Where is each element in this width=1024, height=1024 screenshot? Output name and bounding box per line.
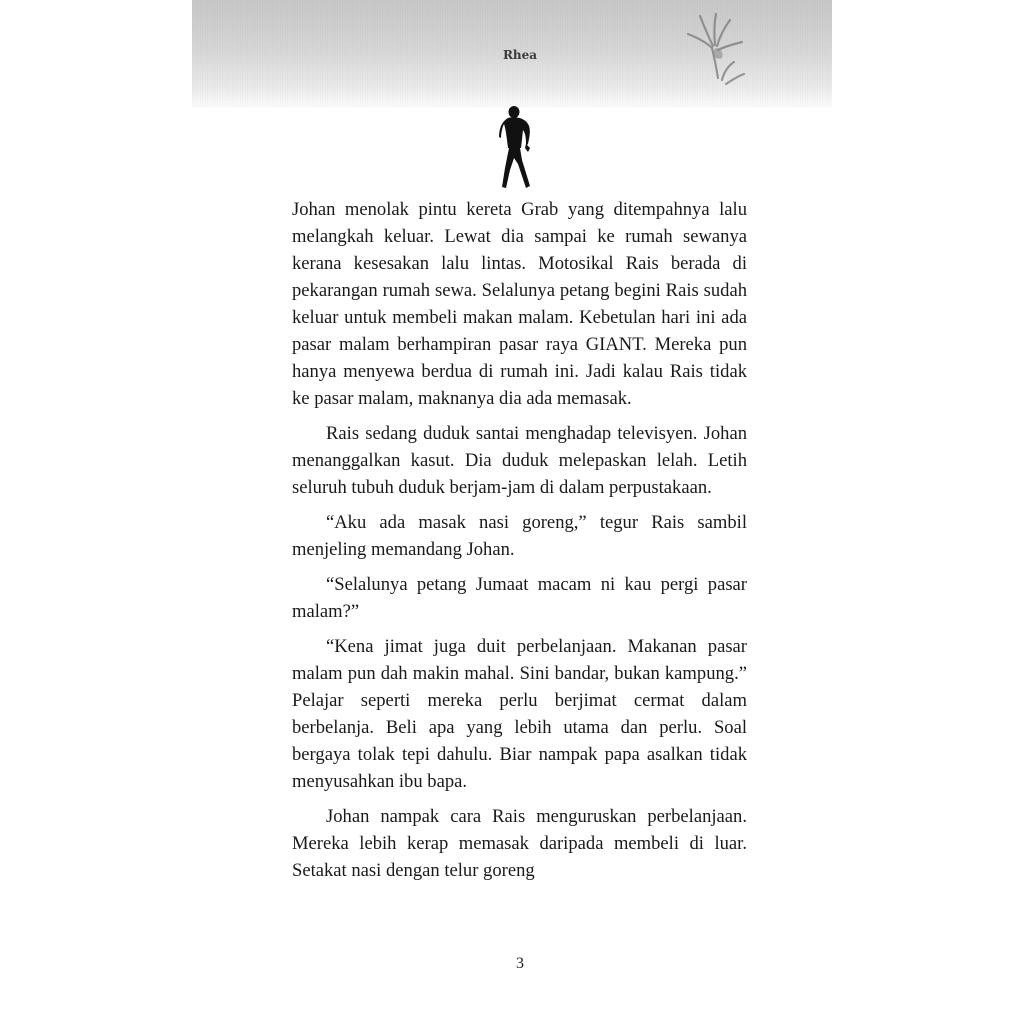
paragraph: Rais sedang duduk santai menghadap televisyen. Johan menanggalkan kasut. Dia duduk melepaskan lelah. Letih seluruh tubuh duduk berjam-jam di dalam perpustakaan.: [292, 423, 747, 498]
header-band: [192, 0, 832, 108]
running-header-title: Rhea: [502, 48, 538, 62]
paragraph: “Selalunya petang Jumaat macam ni kau pergi pasar malam?”: [292, 574, 747, 622]
body-text: [292, 196, 747, 892]
walking-zombie-silhouette-icon: [496, 104, 536, 190]
zombie-hand-icon: [678, 8, 758, 88]
paragraph: Johan menolak pintu kereta Grab yang ditempahnya lalu melangkah keluar. Lewat dia sampai ke rumah sewanya kerana kesesakan lalu lintas. Motosikal Rais berada di pekarangan rumah sewa. Selalunya petang begini Rais sudah keluar untuk membeli makan malam. Kebetulan hari ini ada pasar malam berhampiran pasar raya GIANT. Mereka pun hanya menyewa berdua di rumah ini. Jadi kalau Rais tidak ke pasar malam, maknanya dia ada memasak.: [292, 199, 747, 409]
paragraph: “Kena jimat juga duit perbelanjaan. Makanan pasar malam pun dah makin mahal. Sini bandar, bukan kampung.” Pelajar seperti mereka perlu berjimat cermat dalam berbelanja. Beli apa yang lebih utama dan perlu. Soal bergaya tolak tepi dahulu. Biar nampak papa asalkan tidak menyusahkan ibu bapa.: [292, 636, 747, 792]
paragraph: “Aku ada masak nasi goreng,” tegur Rais sambil menjeling memandang Johan.: [292, 512, 747, 560]
book-page: [192, 0, 832, 1024]
paragraph: Johan nampak cara Rais menguruskan perbelanjaan. Mereka lebih kerap memasak daripada membeli di luar. Setakat nasi dengan telur goreng: [292, 806, 747, 881]
page-number: 3: [516, 955, 524, 972]
